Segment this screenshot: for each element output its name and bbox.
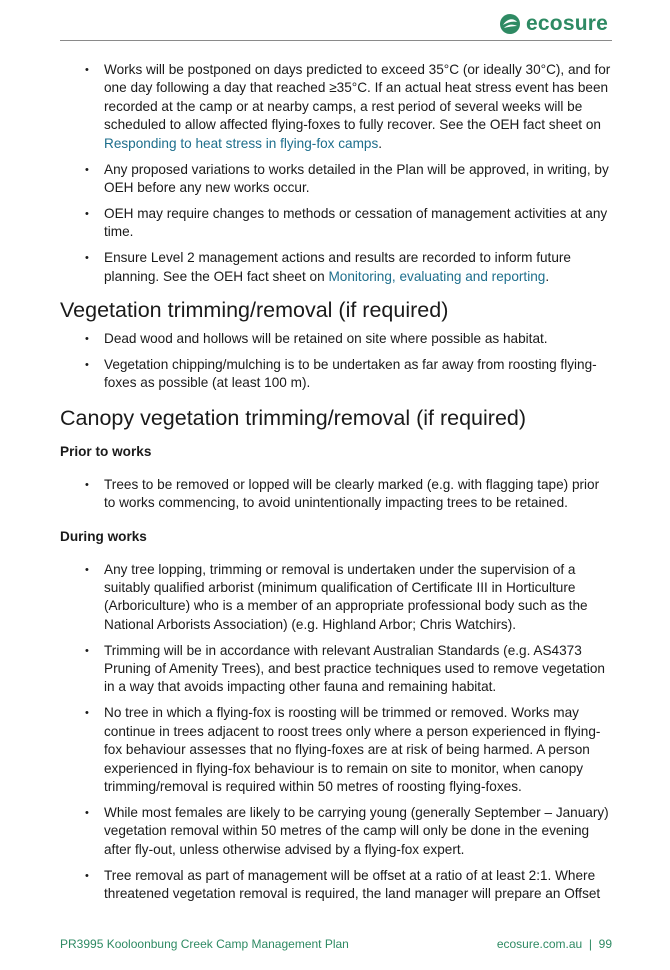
list-item [60,356,612,393]
ecosure-logo [499,12,608,36]
during-bullet-list [60,561,612,904]
bullet-text-end: . [378,135,383,151]
prior-to-works-subheading: Prior to works [60,443,152,459]
bullet-icon: • [85,478,89,491]
page-content [60,61,612,911]
bullet-text: Any tree lopping, trimming or removal is undertaken under the supervision of a suitably qualified arborist (minimum qualification of Certificate III in Horticulture (Arboriculture) who is a member of an appropriate professional body such as the National Arborists Association) (e.g. Highland Arbor; Chris Watchirs). [104,561,588,632]
bullet-text-end: . [545,268,550,284]
vegetation-bullet-list [60,330,612,393]
bullet-icon: • [85,207,89,220]
list-item [60,205,612,242]
bullet-text: Ensure Level 2 management actions and results are recorded to inform future planning. See the OEH fact sheet on [104,250,571,284]
logo-text: ecosure [526,12,608,35]
list-item [60,61,612,153]
bullet-text: Any proposed variations to works detailed in the Plan will be approved, in writing, by OEH before any new works occur. [104,161,609,195]
leaf-logo-icon [499,13,521,35]
bullet-icon: • [85,252,89,265]
vegetation-heading: Vegetation trimming/removal (if required) [60,297,449,322]
during-works-subheading: During works [60,528,147,544]
list-item [60,704,612,796]
bullet-icon: • [85,644,89,657]
list-item [60,867,612,904]
bullet-text: Dead wood and hollows will be retained on site where possible as habitat. [104,330,548,346]
prior-bullet-list [60,476,612,513]
bullet-icon: • [85,64,89,76]
list-item [60,161,612,198]
bullet-text: OEH may require changes to methods or cessation of management activities at any time. [104,205,608,240]
bullet-text: No tree in which a flying-fox is roosting will be trimmed or removed. Works may continue in trees adjacent to roost trees only where a person experienced in flying-fox behaviour assesses that no flying-foxes are at risk of being harmed. A person experienced in flying-fox behaviour is to remain on site to monitor, when canopy trimming/removal is required within 50 metres of roosting flying-foxes. [104,705,601,794]
bullet-icon: • [85,563,89,576]
canopy-heading: Canopy vegetation trimming/removal (if required) [60,405,527,430]
list-item [60,476,612,513]
bullet-icon: • [85,806,89,819]
bullet-icon: • [85,869,89,882]
list-item [60,561,612,635]
bullet-text: Vegetation chipping/mulching is to be undertaken as far away from roosting flying-foxes as possible (at least 100 m). [104,356,597,391]
monitoring-link[interactable]: Monitoring, evaluating and reporting [328,268,546,284]
bullet-icon: • [85,163,89,176]
heat-stress-link[interactable]: Responding to heat stress in flying-fox camps [104,135,379,151]
bullet-text: Trimming will be in accordance with relevant Australian Standards (e.g. AS4373 Pruning of Amenity Trees), and best practice techniques used to remove vegetation in a way that avoids impacting other fauna and remaining habitat. [104,642,605,695]
header-divider [60,40,612,41]
bullet-icon: • [85,707,89,720]
list-item [60,804,612,859]
bullet-text: Works will be postponed on days predicted to exceed 35°C (or ideally 30°C), and for one day following a day that reached ≥35°C. If an actual heat stress event has been recorded at the camp or at nearby camps, a rest period of several weeks will be scheduled to allow affected flying-foxes to fully recover. See the OEH fact sheet on [104,62,611,133]
page-header [0,0,670,44]
intro-bullet-list [60,61,612,286]
bullet-icon: • [85,332,89,345]
bullet-text: Trees to be removed or lopped will be clearly marked (e.g. with flagging tape) prior to works commencing, to avoid unintentionally impacting trees to be retained. [104,476,600,511]
bullet-text: While most females are likely to be carrying young (generally September – January) vegetation removal within 50 metres of the camp will only be done in the evening after fly-out, unless otherwise advised by a flying-fox expert. [104,804,609,857]
bullet-text: Tree removal as part of management will be offset at a ratio of at least 2:1. Where threatened vegetation removal is required, the land manager will prepare an Offset [104,867,601,901]
list-item [60,249,612,286]
footer-page-number: ecosure.com.au | 99 [496,937,612,951]
footer-document-title: PR3995 Kooloonbung Creek Camp Management Plan [60,937,349,951]
list-item [60,330,612,348]
bullet-icon: • [85,358,89,371]
list-item [60,642,612,697]
